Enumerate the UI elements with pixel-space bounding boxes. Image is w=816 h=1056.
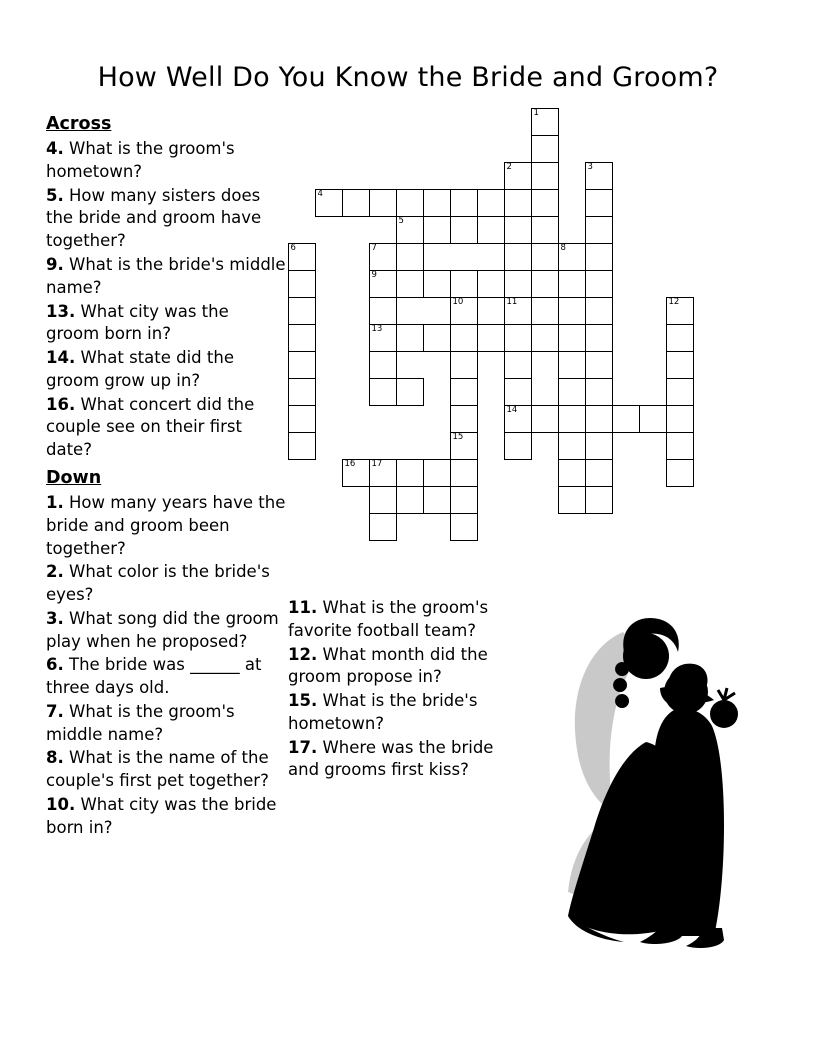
grid-cell[interactable] <box>396 378 424 406</box>
grid-cell[interactable] <box>666 324 694 352</box>
clue-number: 13. <box>46 301 76 321</box>
clue-number: 9. <box>46 254 64 274</box>
bride-and-groom-silhouette <box>528 592 778 952</box>
grid-cell[interactable] <box>369 459 397 487</box>
clue-text: What city was the groom born in? <box>46 301 229 344</box>
grid-cell[interactable] <box>369 324 397 352</box>
grid-cell[interactable] <box>531 243 559 271</box>
clue-down-7 <box>46 701 286 747</box>
clue-text: What is the bride's middle name? <box>46 254 286 297</box>
grid-cell[interactable] <box>585 162 613 190</box>
clue-text: What is the bride's hometown? <box>288 691 478 733</box>
grid-cell[interactable] <box>531 270 559 298</box>
cell-number: 3 <box>587 162 593 172</box>
cell-number: 8 <box>560 243 566 253</box>
clue-number: 4. <box>46 139 64 159</box>
grid-cell[interactable] <box>342 189 370 217</box>
cell-number: 5 <box>398 216 404 226</box>
grid-cell[interactable] <box>450 324 478 352</box>
cell-number: 17 <box>371 459 383 469</box>
grid-cell[interactable] <box>585 486 613 514</box>
grid-cell[interactable] <box>396 216 424 244</box>
clue-text: What city was the bride born in? <box>46 794 277 837</box>
cell-number: 7 <box>371 243 377 253</box>
grid-cell[interactable] <box>450 297 478 325</box>
grid-cell[interactable] <box>450 216 478 244</box>
grid-cell[interactable] <box>477 189 505 217</box>
clue-number: 1. <box>46 493 64 512</box>
clue-text: Where was the bride and grooms first kiss? <box>288 737 494 780</box>
grid-cell[interactable] <box>477 324 505 352</box>
grid-cell[interactable] <box>585 378 613 406</box>
clue-number: 3. <box>46 608 64 628</box>
grid-cell[interactable] <box>342 459 370 487</box>
clue-number: 11. <box>288 598 318 617</box>
cell-number: 1 <box>533 108 539 118</box>
grid-cell[interactable] <box>504 324 532 352</box>
grid-cell[interactable] <box>585 297 613 325</box>
grid-cell[interactable] <box>585 270 613 298</box>
grid-cell[interactable] <box>666 351 694 379</box>
cell-number: 2 <box>506 162 512 172</box>
grid-cell[interactable] <box>423 459 451 487</box>
grid-cell[interactable] <box>288 378 316 406</box>
clue-across-14 <box>46 347 286 393</box>
cell-number: 4 <box>317 189 323 199</box>
clue-text: How many sisters does the bride and groom have together? <box>46 185 262 251</box>
page-title: How Well Do You Know the Bride and Groom? <box>97 62 719 94</box>
grid-cell[interactable] <box>396 243 424 271</box>
grid-cell[interactable] <box>477 216 505 244</box>
grid-cell[interactable] <box>504 378 532 406</box>
grid-cell[interactable] <box>612 405 640 433</box>
grid-cell[interactable] <box>558 243 586 271</box>
grid-cell[interactable] <box>423 324 451 352</box>
clue-down-1 <box>46 492 286 560</box>
down-heading: Down <box>46 467 102 488</box>
clue-number: 14. <box>46 348 76 368</box>
grid-cell[interactable] <box>666 459 694 487</box>
grid-cell[interactable] <box>504 189 532 217</box>
grid-cell[interactable] <box>477 270 505 298</box>
grid-cell[interactable] <box>558 351 586 379</box>
across-heading: Across <box>46 114 112 134</box>
grid-cell[interactable] <box>531 108 559 136</box>
grid-cell[interactable] <box>423 486 451 514</box>
grid-cell[interactable] <box>396 459 424 487</box>
grid-cell[interactable] <box>396 324 424 352</box>
clue-across-5 <box>46 185 286 253</box>
cell-number: 16 <box>344 459 356 469</box>
grid-cell[interactable] <box>531 216 559 244</box>
grid-cell[interactable] <box>288 243 316 271</box>
grid-cell[interactable] <box>504 432 532 460</box>
grid-cell[interactable] <box>396 189 424 217</box>
grid-cell[interactable] <box>666 297 694 325</box>
clue-text: What concert did the couple see on their first date? <box>46 394 255 460</box>
grid-cell[interactable] <box>450 459 478 487</box>
grid-cell[interactable] <box>369 378 397 406</box>
clue-number: 17. <box>288 737 318 757</box>
grid-cell[interactable] <box>450 405 478 433</box>
clue-down-8 <box>46 747 286 793</box>
grid-cell[interactable] <box>369 297 397 325</box>
clue-down-6 <box>46 654 286 700</box>
grid-cell[interactable] <box>531 324 559 352</box>
grid-cell[interactable] <box>450 513 478 541</box>
clue-text: The bride was ______ at three days old. <box>46 655 262 698</box>
grid-cell[interactable] <box>288 297 316 325</box>
grid-cell[interactable] <box>369 270 397 298</box>
cell-number: 9 <box>371 270 377 280</box>
grid-cell[interactable] <box>423 189 451 217</box>
grid-cell[interactable] <box>531 189 559 217</box>
grid-cell[interactable] <box>585 405 613 433</box>
clue-down-10 <box>46 794 286 840</box>
grid-cell[interactable] <box>585 432 613 460</box>
grid-cell[interactable] <box>558 405 586 433</box>
grid-cell[interactable] <box>504 297 532 325</box>
grid-cell[interactable] <box>531 135 559 163</box>
grid-cell[interactable] <box>504 162 532 190</box>
clue-across-9 <box>46 254 286 300</box>
clue-down-11 <box>288 597 528 643</box>
grid-cell[interactable] <box>585 216 613 244</box>
clue-text: What color is the bride's eyes? <box>46 562 270 605</box>
grid-cell[interactable] <box>558 270 586 298</box>
grid-cell[interactable] <box>450 270 478 298</box>
grid-cell[interactable] <box>288 405 316 433</box>
grid-cell[interactable] <box>288 270 316 298</box>
grid-cell[interactable] <box>369 243 397 271</box>
clue-text: What month did the groom propose in? <box>288 644 488 687</box>
grid-cell[interactable] <box>396 486 424 514</box>
grid-cell[interactable] <box>531 162 559 190</box>
grid-cell[interactable] <box>558 297 586 325</box>
grid-cell[interactable] <box>423 216 451 244</box>
grid-cell[interactable] <box>585 243 613 271</box>
grid-cell[interactable] <box>558 324 586 352</box>
cell-number: 12 <box>668 297 680 307</box>
clue-number: 5. <box>46 185 64 205</box>
grid-cell[interactable] <box>504 216 532 244</box>
grid-cell[interactable] <box>585 459 613 487</box>
grid-cell[interactable] <box>288 351 316 379</box>
grid-cell[interactable] <box>369 351 397 379</box>
clue-number: 8. <box>46 748 64 768</box>
cell-number: 15 <box>452 432 464 442</box>
clue-number: 7. <box>46 701 64 721</box>
clue-down-15 <box>288 690 528 736</box>
grid-cell[interactable] <box>558 486 586 514</box>
grid-cell[interactable] <box>288 432 316 460</box>
clue-text: What song did the groom play when he proposed? <box>46 608 279 651</box>
clue-across-4 <box>46 138 286 184</box>
clue-down-3 <box>46 608 286 654</box>
grid-cell[interactable] <box>396 270 424 298</box>
grid-cell[interactable] <box>450 378 478 406</box>
grid-cell[interactable] <box>639 405 667 433</box>
grid-cell[interactable] <box>450 189 478 217</box>
clue-number: 2. <box>46 562 64 582</box>
clues-column-right <box>288 597 528 783</box>
clue-text: What is the groom's hometown? <box>46 139 235 181</box>
grid-cell[interactable] <box>315 189 343 217</box>
grid-cell[interactable] <box>558 378 586 406</box>
grid-cell[interactable] <box>585 324 613 352</box>
clue-text: What is the groom's middle name? <box>46 701 235 744</box>
grid-cell[interactable] <box>423 270 451 298</box>
clue-number: 16. <box>46 394 76 414</box>
grid-cell[interactable] <box>450 486 478 514</box>
grid-cell[interactable] <box>450 432 478 460</box>
clue-across-16 <box>46 394 286 462</box>
clue-number: 6. <box>46 655 64 675</box>
clue-number: 12. <box>288 644 318 664</box>
grid-cell[interactable] <box>585 189 613 217</box>
clue-number: 10. <box>46 794 76 814</box>
clue-down-17 <box>288 737 528 783</box>
clue-down-12 <box>288 644 528 690</box>
clue-down-2 <box>46 561 286 607</box>
grid-cell[interactable] <box>450 351 478 379</box>
grid-cell[interactable] <box>531 405 559 433</box>
grid-cell[interactable] <box>369 189 397 217</box>
clues-column-left <box>46 112 286 840</box>
cell-number: 11 <box>506 297 518 307</box>
grid-cell[interactable] <box>369 513 397 541</box>
grid-cell[interactable] <box>504 405 532 433</box>
cell-number: 14 <box>506 405 518 415</box>
grid-cell[interactable] <box>558 432 586 460</box>
grid-cell[interactable] <box>558 459 586 487</box>
cell-number: 10 <box>452 297 464 307</box>
grid-cell[interactable] <box>369 486 397 514</box>
grid-cell[interactable] <box>504 270 532 298</box>
grid-cell[interactable] <box>666 405 694 433</box>
clue-text: What state did the groom grow up in? <box>46 348 234 390</box>
clue-number: 15. <box>288 691 318 711</box>
cell-number: 13 <box>371 324 383 334</box>
grid-cell[interactable] <box>504 351 532 379</box>
grid-cell[interactable] <box>666 432 694 460</box>
grid-cell[interactable] <box>666 378 694 406</box>
clue-text: What is the groom's favorite football team? <box>288 598 489 640</box>
clue-text: What is the name of the couple's first pet together? <box>46 748 269 791</box>
clue-text: How many years have the bride and groom been together? <box>46 493 286 558</box>
grid-cell[interactable] <box>288 324 316 352</box>
clue-across-13 <box>46 301 286 347</box>
grid-cell[interactable] <box>585 351 613 379</box>
cell-number: 6 <box>290 243 296 253</box>
grid-cell[interactable] <box>504 243 532 271</box>
